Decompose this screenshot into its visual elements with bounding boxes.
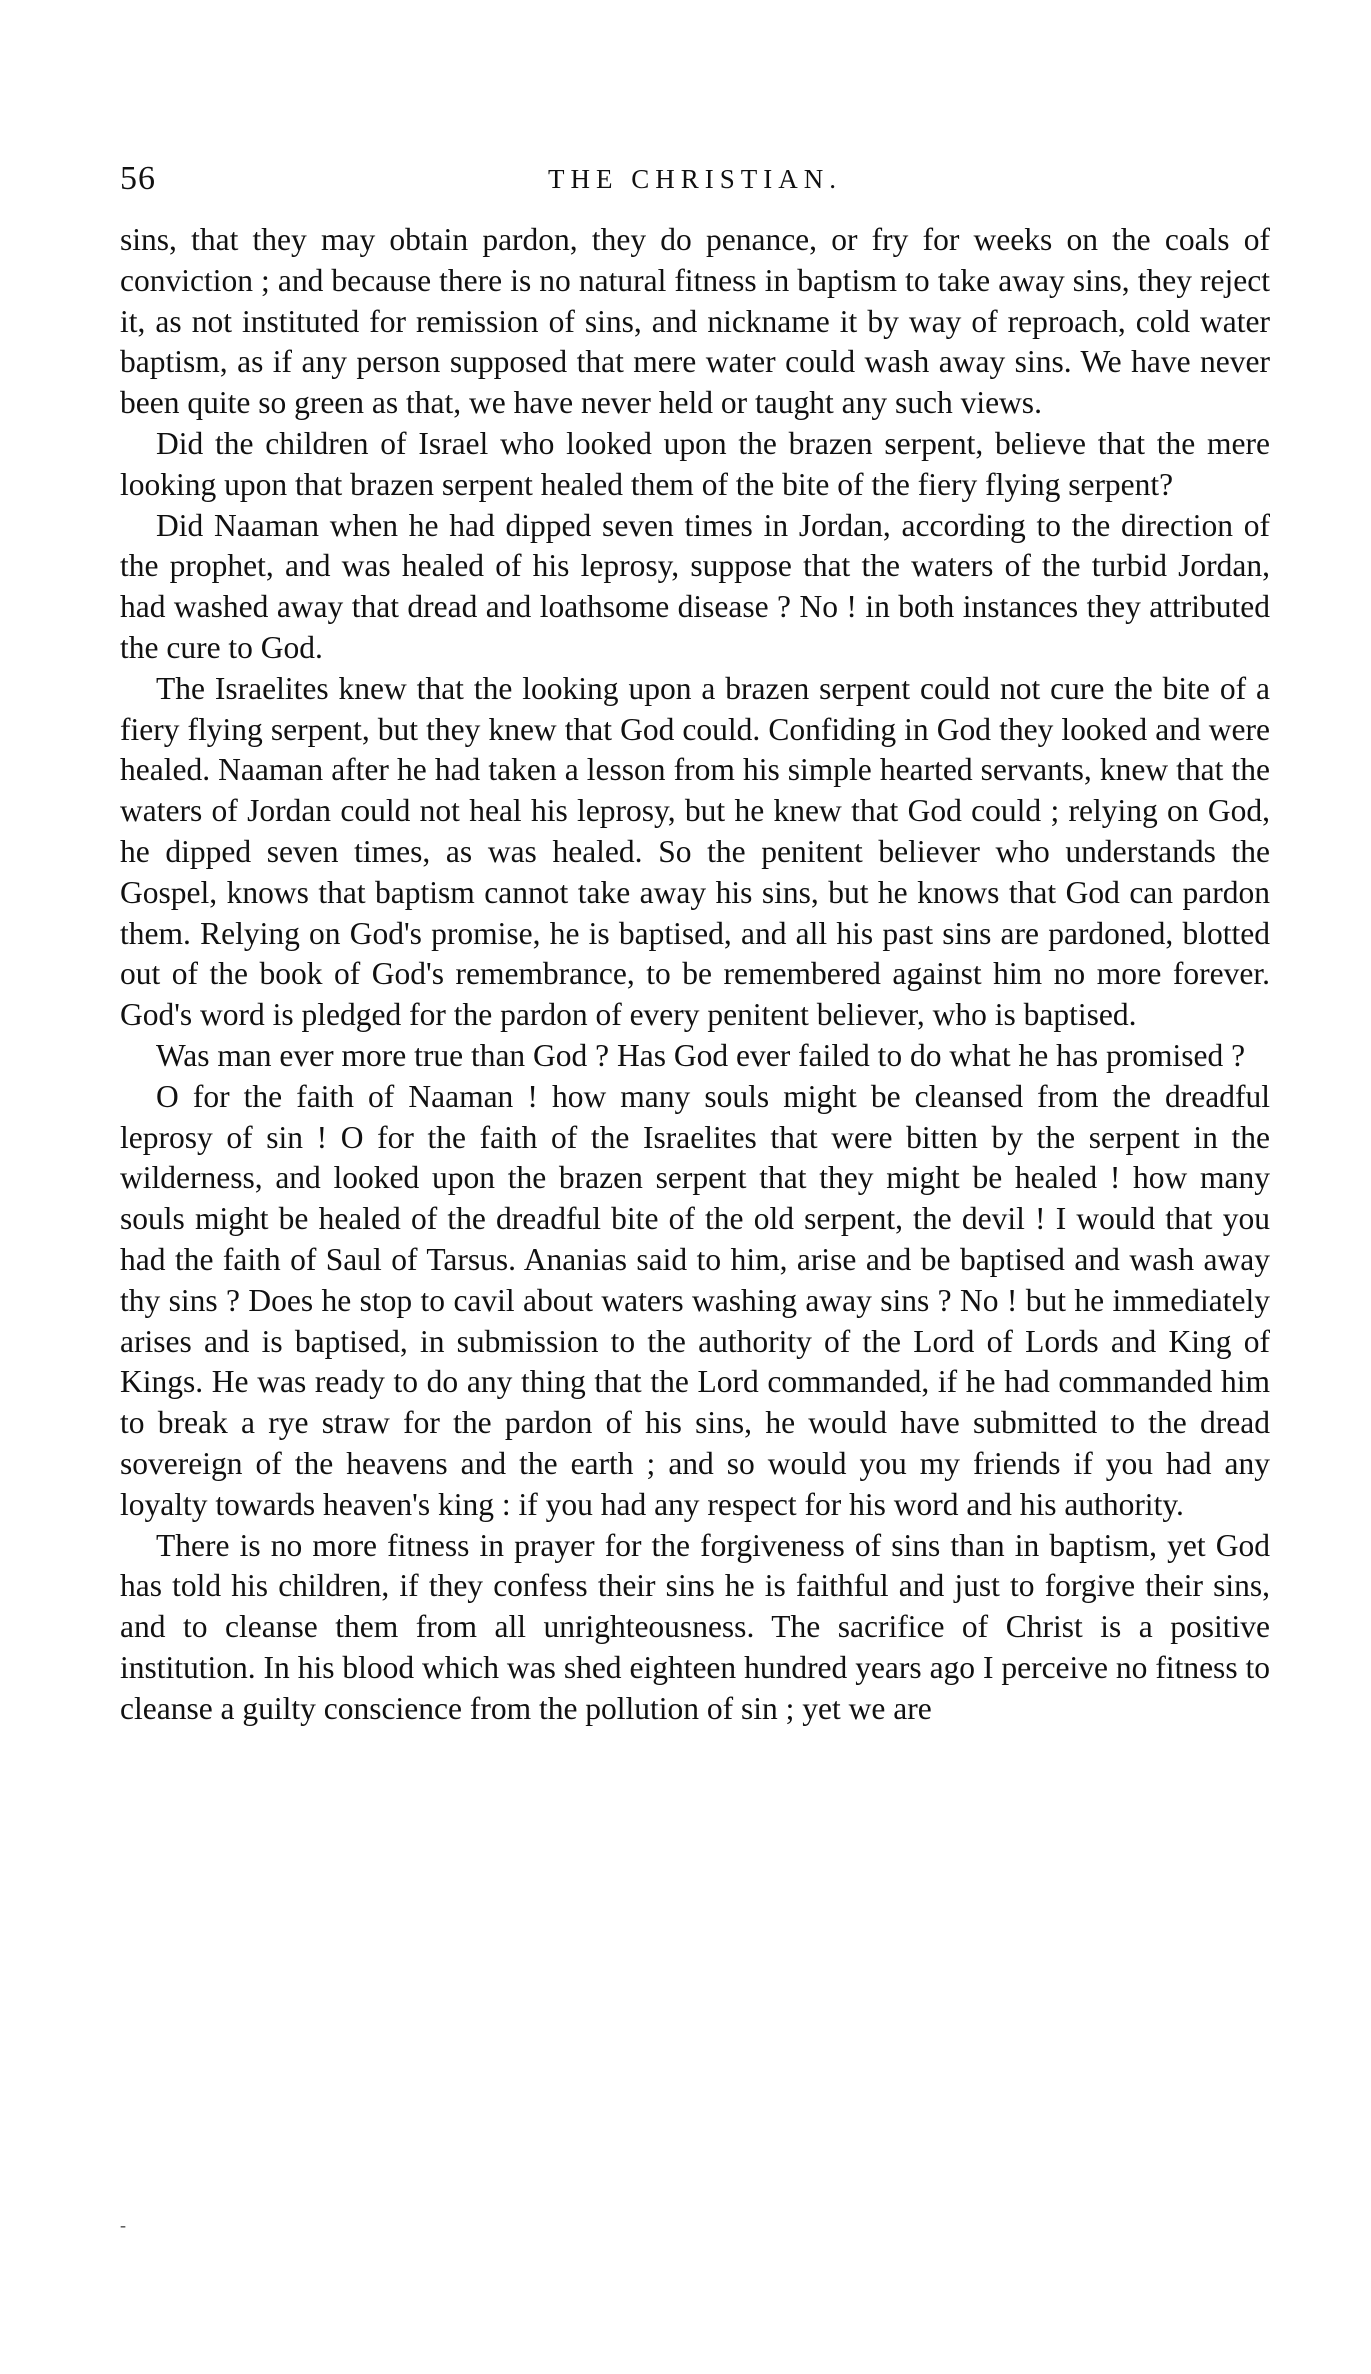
footer-mark: -: [120, 2215, 126, 2235]
page-header: [120, 160, 1270, 220]
body-text: [120, 220, 1270, 1729]
book-page: [120, 160, 1270, 1729]
paragraph: Was man ever more true than God ? Has God ever failed to do what he has promised ?: [156, 1037, 1246, 1073]
paragraph: The Israelites knew that the looking upon a brazen serpent could not cure the bite of a fiery flying serpent, but they knew that God could. Confiding in God they looked and were healed. Naaman after he had taken a lesson from his simple hearted servants, knew that the waters of Jordan could not heal his leprosy, but he knew that God could ; relying on God, he dipped seven times, as was healed. So the penitent believer who understands the Gospel, knows that baptism cannot take away his sins, but he knows that God can pardon them. Relying on God's promise, he is baptised, and all his past sins are pardoned, blotted out of the book of God's remembrance, to be remembered against him no more forever. God's word is pledged for the pardon of every penitent believer, who is baptised.: [120, 670, 1270, 1033]
paragraph: O for the faith of Naaman ! how many souls might be cleansed from the dreadful leprosy of sin ! O for the faith of the Israelites that were bitten by the serpent in the wilderness, and looked upon the brazen serpent that they might be healed ! how many souls might be healed of the dreadful bite of the old serpent, the devil ! I would that you had the faith of Saul of Tarsus. Ananias said to him, arise and be baptised and wash away thy sins ? Does he stop to cavil about waters washing away sins ? No ! but he immediately arises and is baptised, in submission to the authority of the Lord of Lords and King of Kings. He was ready to do any thing that the Lord commanded, if he had commanded him to break a rye straw for the pardon of his sins, he would have submitted to the dread sovereign of the heavens and the earth ; and so would you my friends if you had any loyalty towards heaven's king : if you had any respect for his word and his authority.: [120, 1078, 1270, 1522]
paragraph: Did Naaman when he had dipped seven times in Jordan, according to the direction of the prophet, and was healed of his leprosy, suppose that the waters of the turbid Jordan, had washed away that dread and loathsome disease ? No ! in both instances they attributed the cure to God.: [120, 507, 1270, 665]
running-title: THE CHRISTIAN.: [548, 164, 842, 194]
page-number: 56: [120, 160, 156, 197]
paragraph: There is no more fitness in prayer for the forgiveness of sins than in baptism, yet God has told his children, if they confess their sins he is faithful and just to forgive their sins, and to cleanse them from all unrighteousness. The sacrifice of Christ is a positive institution. In his blood which was shed eighteen hundred years ago I perceive no fitness to cleanse a guilty conscience from the pollution of sin ; yet we are: [120, 1527, 1270, 1726]
paragraph: Did the children of Israel who looked upon the brazen serpent, believe that the mere looking upon that brazen serpent healed them of the bite of the fiery flying serpent?: [120, 425, 1270, 502]
paragraph: sins, that they may obtain pardon, they do penance, or fry for weeks on the coals of conviction ; and because there is no natural fitness in baptism to take away sins, they reject it, as not instituted for remission of sins, and nickname it by way of reproach, cold water baptism, as if any person supposed that mere water could wash away sins. We have never been quite so green as that, we have never held or taught any such views.: [120, 222, 1270, 421]
